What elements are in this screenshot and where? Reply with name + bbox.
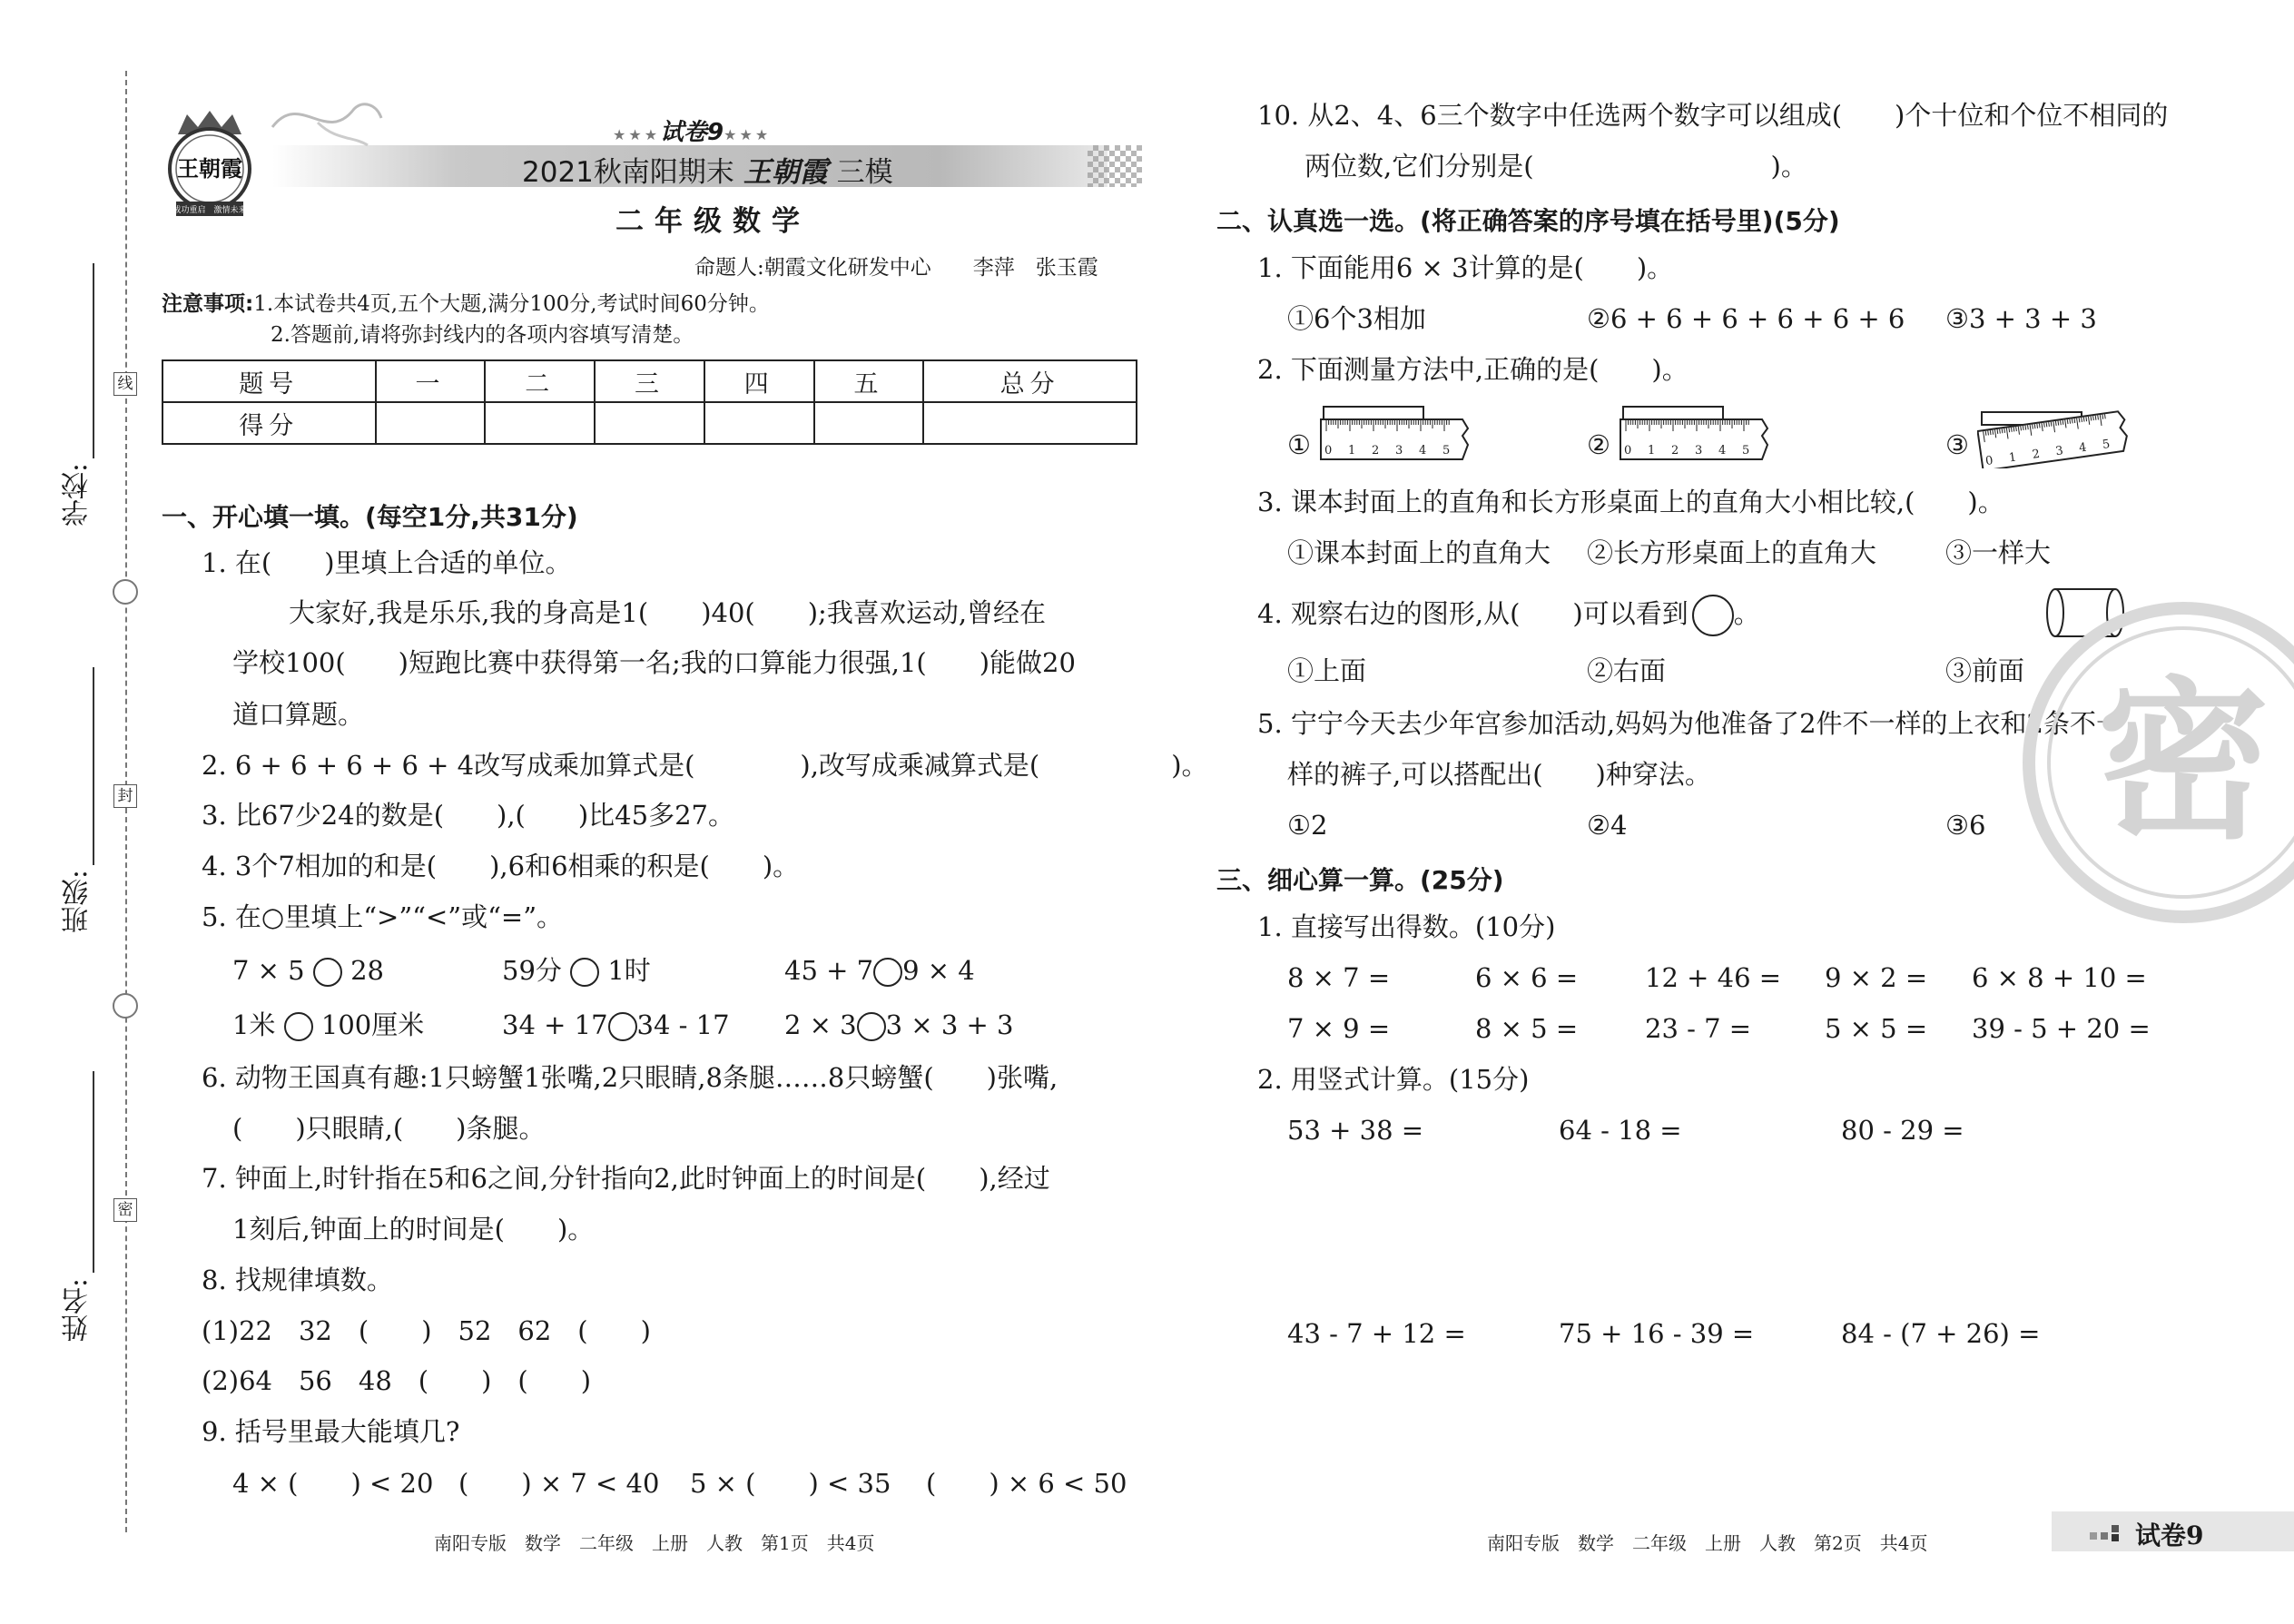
score-cell: 题号 — [162, 360, 376, 402]
s1-q4: 4. 3个7相加的和是( ),6和6相乘的积是( )。 — [202, 851, 800, 881]
ruler-label: 3 — [1395, 444, 1403, 458]
ruler-tick — [2028, 425, 2029, 429]
stars-left: ★★★ — [613, 126, 661, 143]
school-field[interactable] — [93, 263, 94, 458]
ruler-tick — [1985, 431, 1986, 436]
ruler-tick — [2061, 420, 2062, 425]
score-input[interactable] — [485, 402, 595, 444]
s2-q3-opt: ②长方形桌面上的直角大 — [1587, 537, 1877, 568]
score-cell: 总分 — [923, 360, 1137, 402]
s2-q5b: 样的裤子,可以搭配出( )种穿法。 — [1287, 759, 1711, 790]
score-input[interactable] — [376, 402, 486, 444]
score-cell: 得分 — [162, 402, 376, 444]
vertical-calc-item: 75 + 16 - 39 = — [1559, 1318, 1755, 1349]
name-field[interactable] — [93, 1071, 94, 1273]
ruler-tick — [2002, 428, 2003, 433]
ruler-tick — [1988, 430, 1989, 435]
ruler-label: 2 — [2031, 447, 2042, 462]
s1-q9-item: 5 × ( ) < 35 — [690, 1468, 891, 1499]
banner-checker — [1088, 145, 1142, 187]
ruler-label: 4 — [1718, 444, 1727, 458]
s1-q6: 6. 动物王国真有趣:1只螃蟹1张嘴,2只眼睛,8条腿……8只螃蟹( )张嘴, — [202, 1062, 1058, 1093]
s2-q1-opt: ①6个3相加 — [1287, 303, 1426, 334]
section2-title: 二、认真选一选。(将正确答案的序号填在括号里)(5分) — [1216, 206, 1840, 236]
calc-item: 8 × 5 = — [1475, 1013, 1579, 1044]
s1-q7b: 1刻后,钟面上的时间是( )。 — [232, 1214, 595, 1245]
seal-circle — [113, 579, 138, 605]
ruler-3 — [1977, 399, 2132, 468]
class-field[interactable] — [93, 667, 94, 865]
score-table-header-row — [162, 360, 1137, 402]
compare-circle[interactable] — [284, 1012, 313, 1041]
score-table — [162, 359, 1137, 445]
school-label: 学校: — [62, 463, 94, 527]
s1-q10-line2: 两位数,它们分别是( )。 — [1305, 151, 1807, 182]
calc-item: 9 × 2 = — [1825, 962, 1928, 993]
logo-text: 王朝霞 — [177, 155, 242, 182]
ruler-tick — [2013, 427, 2014, 431]
s2-q4-opt: ②右面 — [1587, 655, 1667, 686]
score-cell: 二 — [485, 360, 595, 402]
calc-item: 6 × 8 + 10 = — [1972, 962, 2147, 993]
ribbon-decoration — [263, 91, 390, 154]
vertical-calc-item: 53 + 38 = — [1287, 1115, 1424, 1146]
ruler-tick — [2049, 422, 2050, 427]
compare-circle[interactable] — [873, 958, 902, 987]
compare-circle[interactable] — [570, 958, 599, 987]
seal-char-feng: 封 — [113, 784, 137, 808]
ruler-tick — [2070, 419, 2071, 424]
ruler-tick — [2074, 418, 2075, 423]
score-input[interactable] — [923, 402, 1137, 444]
s2-q4: 4. 观察右边的图形,从( )可以看到 。 — [1257, 595, 1760, 636]
compare-circle[interactable] — [857, 1012, 886, 1041]
ruler-tick — [2067, 419, 2068, 424]
s1-q7: 7. 钟面上,时针指在5和6之间,分针指向2,此时钟面上的时间是( ),经过 — [202, 1163, 1050, 1194]
s1-q6b: ( )只眼睛,( )条腿。 — [232, 1113, 546, 1144]
s2-q3-opt: ①课本封面上的直角大 — [1287, 537, 1551, 568]
s3-q2: 2. 用竖式计算。(15分) — [1257, 1064, 1530, 1095]
s1-q10-line1: 10. 从2、4、6三个数字中任选两个数字可以组成( )个十位和个位不相同的 — [1257, 100, 2169, 131]
name-label: 姓名: — [62, 1278, 94, 1343]
compare-circle[interactable] — [313, 958, 342, 987]
brand-name: 王朝霞 — [743, 156, 828, 189]
calc-item: 8 × 7 = — [1287, 962, 1391, 993]
s1-q1-text2: 学校100( )短跑比赛中获得第一名;我的口算能力很强,1( )能做20 — [232, 647, 1076, 678]
footer-right: 南阳专版 数学 二年级 上册 人教 第2页 共4页 — [1487, 1532, 1928, 1554]
s1-q9-item: 4 × ( ) < 20 — [232, 1468, 434, 1499]
compare-5: 34 + 17 34 - 17 — [502, 1009, 730, 1040]
s2-q4-opt: ①上面 — [1287, 655, 1367, 686]
seal-char-mi: 密 — [113, 1198, 137, 1222]
ruler-tick — [2095, 416, 2096, 420]
compare-6: 2 × 3 3 × 3 + 3 — [784, 1009, 1014, 1040]
logo-sub: 成功重启 激情未来 — [172, 206, 247, 215]
s1-q1-text1: 大家好,我是乐乐,我的身高是1( )40( );我喜欢运动,曾经在 — [289, 597, 1047, 628]
compare-2: 59分 1时 — [502, 955, 651, 986]
vertical-calc-item: 64 - 18 = — [1559, 1115, 1682, 1146]
score-cell: 三 — [595, 360, 704, 402]
s2-q5-opt: ①2 — [1287, 810, 1328, 841]
wangzhaoxia-logo — [160, 107, 260, 220]
ruler-label: 0 — [1624, 444, 1632, 458]
ruler-tick — [2091, 417, 2092, 421]
s2-q5-opt: ②4 — [1587, 810, 1628, 841]
notes-line1: 注意事项:1.本试卷共4页,五个大题,满分100分,考试时间60分钟。 — [162, 292, 770, 316]
compare-circle[interactable] — [608, 1012, 637, 1041]
class-label: 班级: — [62, 870, 94, 934]
seal-char-xian: 线 — [113, 372, 137, 396]
authors: 命题人:朝霞文化研发中心 李萍 张玉霞 — [694, 256, 1098, 280]
ruler-tick — [2012, 428, 2013, 432]
score-input[interactable] — [595, 402, 704, 444]
ruler-tick — [2034, 424, 2035, 428]
notes-line2: 2.答题前,请将弥封线内的各项内容填写清楚。 — [271, 323, 694, 347]
ruler-label: 0 — [1324, 444, 1333, 458]
s1-q2: 2. 6 + 6 + 6 + 6 + 4改写成乘加算式是( ),改写成乘减算式是( )。 — [202, 750, 1208, 781]
stars-right: ★★★ — [724, 126, 772, 143]
s1-q9-item: ( ) × 7 < 40 — [458, 1468, 660, 1499]
ruler-tick — [1997, 429, 1998, 434]
ruler-tick — [2009, 428, 2010, 432]
calc-item: 6 × 6 = — [1475, 962, 1579, 993]
ruler-label: 3 — [2054, 444, 2064, 459]
calc-item: 39 - 5 + 20 = — [1972, 1013, 2151, 1044]
ruler-label: 1 — [1348, 444, 1356, 458]
ruler-tick — [2025, 426, 2026, 430]
ruler-tick — [2000, 429, 2001, 434]
s1-q8a: (1)22 32 ( ) 52 62 ( ) — [202, 1315, 651, 1346]
calc-item: 23 - 7 = — [1645, 1013, 1752, 1044]
s2-q1-opt: ②6 + 6 + 6 + 6 + 6 + 6 — [1587, 303, 1905, 334]
ruler-label: 0 — [1984, 454, 1994, 468]
s1-q1-text3: 道口算题。 — [232, 699, 365, 730]
s3-q1: 1. 直接写出得数。(10分) — [1257, 911, 1556, 942]
ruler-tick — [2016, 427, 2017, 431]
s2-q5-opt: ③6 — [1945, 810, 1986, 841]
ruler-tick — [2079, 418, 2080, 422]
ruler-tick — [2044, 423, 2045, 428]
s2-q4-opt: ③前面 — [1945, 655, 2025, 686]
s2-q2-opt: ③ — [1945, 429, 1969, 460]
ruler-label: 5 — [2101, 437, 2112, 452]
ruler-tick — [2004, 428, 2005, 433]
ruler-2 — [1619, 405, 1773, 465]
s2-q5: 5. 宁宁今天去少年宫参加活动,妈妈为他准备了2件不一样的上衣和2条不一 — [1257, 708, 2123, 739]
s2-q1-opt: ③3 + 3 + 3 — [1945, 303, 2097, 334]
vertical-calc-item: 43 - 7 + 12 = — [1287, 1318, 1466, 1349]
s1-q8b: (2)64 56 48 ( ) ( ) — [202, 1365, 592, 1396]
ruler-tick — [2039, 423, 2040, 428]
section1-title: 一、开心填一填。(每空1分,共31分) — [162, 502, 578, 532]
score-cell: 四 — [704, 360, 814, 402]
s1-q9: 9. 括号里最大能填几? — [202, 1416, 460, 1447]
ruler-tick — [2055, 421, 2056, 426]
s2-q3: 3. 课本封面上的直角和长方形桌面上的直角大小相比较,( )。 — [1257, 487, 2004, 517]
score-input[interactable] — [704, 402, 814, 444]
ruler-label: 5 — [1742, 444, 1750, 458]
ruler-tick — [2083, 418, 2084, 422]
ruler-label: 4 — [1419, 444, 1427, 458]
ruler-tick — [2102, 415, 2103, 419]
ruler-label: 2 — [1372, 444, 1380, 458]
vertical-calc-item: 80 - 29 = — [1841, 1115, 1964, 1146]
ruler-tick — [2093, 416, 2094, 420]
ruler-tick — [2046, 422, 2047, 427]
ruler-label: 5 — [1442, 444, 1451, 458]
circle-shape-icon — [1692, 595, 1734, 636]
ruler-tick — [2021, 426, 2022, 430]
ruler-tick — [2086, 417, 2087, 421]
s2-q2-opt: ② — [1587, 429, 1610, 460]
footer-left: 南阳专版 数学 二年级 上册 人教 第1页 共4页 — [434, 1532, 875, 1554]
ruler-label: 4 — [2078, 440, 2088, 456]
score-input[interactable] — [814, 402, 924, 444]
subject-title: 二年级数学 — [615, 205, 811, 238]
ruler-tick — [2104, 414, 2105, 418]
ruler-label: 1 — [2007, 450, 2018, 466]
s1-q5: 5. 在○里填上“>”“<”或“=”。 — [202, 901, 564, 932]
s2-q2: 2. 下面测量方法中,正确的是( )。 — [1257, 354, 1689, 385]
score-cell: 一 — [376, 360, 486, 402]
calc-item: 5 × 5 = — [1825, 1013, 1928, 1044]
footer-tag: 试卷9 — [2135, 1521, 2204, 1550]
s1-q3: 3. 比67少24的数是( ),( )比45多27。 — [202, 800, 734, 831]
ruler-tick — [1993, 430, 1994, 435]
calc-item: 12 + 46 = — [1645, 962, 1782, 993]
seal-circle — [113, 993, 138, 1019]
ruler-label: 3 — [1695, 444, 1703, 458]
s2-q3-opt: ③一样大 — [1945, 537, 2052, 568]
s1-q1: 1. 在( )里填上合适的单位。 — [202, 547, 572, 578]
watermark-char: 密 — [2096, 662, 2270, 862]
score-cell: 五 — [814, 360, 924, 402]
ruler-tick — [2037, 424, 2038, 428]
section3-title: 三、细心算一算。(25分) — [1216, 865, 1504, 895]
s1-q9-item: ( ) × 6 < 50 — [926, 1468, 1127, 1499]
ruler-tick — [2098, 415, 2099, 419]
s1-q8: 8. 找规律填数。 — [202, 1265, 393, 1295]
ruler-label: 2 — [1671, 444, 1679, 458]
s2-q2-opt: ① — [1287, 429, 1311, 460]
footer-dots-icon — [2090, 1523, 2135, 1541]
calc-item: 7 × 9 = — [1287, 1013, 1391, 1044]
compare-4: 1米 100厘米 — [232, 1009, 425, 1040]
compare-1: 7 × 5 28 — [232, 955, 384, 986]
vertical-calc-item: 84 - (7 + 26) = — [1841, 1318, 2041, 1349]
ruler-1 — [1319, 405, 1473, 465]
ruler-label: 1 — [1648, 444, 1656, 458]
score-table-score-row — [162, 402, 1137, 444]
compare-3: 45 + 7 9 × 4 — [784, 955, 975, 986]
s2-q1: 1. 下面能用6 × 3计算的是( )。 — [1257, 252, 1674, 283]
ruler-tick — [1990, 430, 1991, 435]
exam-title: 2021秋南阳期末 王朝霞 三模 — [522, 156, 893, 189]
ruler-tick — [2051, 422, 2052, 427]
series-title: ★★★试卷9★★★ — [613, 119, 772, 146]
ruler-tick — [2058, 421, 2059, 426]
confidential-stamp-icon — [2020, 599, 2294, 926]
